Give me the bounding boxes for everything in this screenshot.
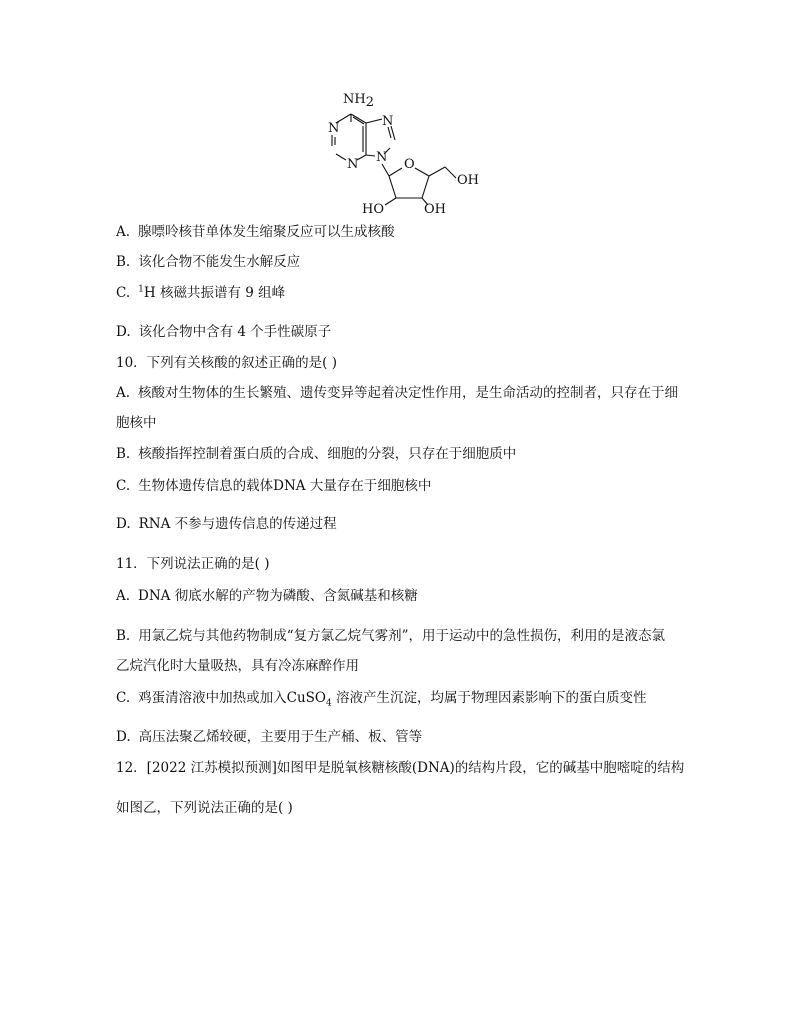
q11-option-b-continued: 乙烷汽化时大量吸热，具有冷冻麻醉作用 — [116, 658, 359, 674]
q9-option-c: C. $^1$H 核磁共振谱有 9 组峰 — [116, 284, 286, 301]
q10-option-a-continued: 胞核中 — [116, 415, 157, 431]
q10-option-b: B. 核酸指挥控制着蛋白质的合成、细胞的分裂，只存在于细胞质中 — [116, 446, 517, 462]
q9-option-a: A. 腺嘌呤核苷单体发生缩聚反应可以生成核酸 — [116, 224, 395, 240]
q11-stem: 11．下列说法正确的是( ) — [116, 556, 270, 572]
q10-option-d: D. RNA 不参与遗传信息的传递过程 — [116, 516, 337, 532]
c2-hydroxyl-label: HO — [362, 202, 384, 217]
q10-option-c: C. 生物体遗传信息的载体DNA 大量存在于细胞核中 — [116, 478, 432, 494]
adenosine-structure-diagram — [318, 88, 488, 220]
ring-oxygen-label: O — [404, 157, 415, 172]
q10-option-a: A. 核酸对生物体的生长繁殖、遗传变异等起着决定性作用，是生命活动的控制者，只存在于细 — [116, 385, 679, 401]
q12-stem-continued: 如图乙，下列说法正确的是( ) — [116, 800, 293, 816]
q10-stem: 10．下列有关核酸的叙述正确的是( ) — [116, 355, 338, 371]
q11-option-a: A. DNA 彻底水解的产物为磷酸、含氮碱基和核糖 — [116, 588, 418, 604]
n3-atom-label: N — [347, 157, 359, 172]
amino-group-label: NH2 — [343, 92, 374, 110]
n9-atom-label: N — [376, 150, 388, 165]
q11-option-d: D. 高压法聚乙烯较硬，主要用于生产桶、板、管等 — [116, 729, 423, 745]
hydroxymethyl-oh-label: OH — [457, 173, 479, 188]
adenosine-structure-svg — [318, 88, 488, 220]
q11-option-c: C. 鸡蛋清溶液中加热或加入CuSO$_4$ 溶液产生沉淀，均属于物理因素影响下的蛋白质变性 — [116, 690, 647, 709]
q11-option-b: B. 用氯乙烷与其他药物制成“复方氯乙烷气雾剂”，用于运动中的急性损伤，利用的是液态氯 — [116, 628, 666, 644]
q9-option-b: B. 该化合物不能发生水解反应 — [116, 254, 301, 270]
n1-atom-label: N — [328, 121, 340, 136]
n7-atom-label: N — [382, 114, 394, 129]
q9-option-d: D. 该化合物中含有 4 个手性碳原子 — [116, 324, 332, 340]
q12-stem: 12．[2022 江苏模拟预测]如图甲是脱氧核糖核酸(DNA)的结构片段，它的碱基中胞嘧啶的结构 — [116, 760, 685, 776]
c3-hydroxyl-label: OH — [424, 202, 446, 217]
